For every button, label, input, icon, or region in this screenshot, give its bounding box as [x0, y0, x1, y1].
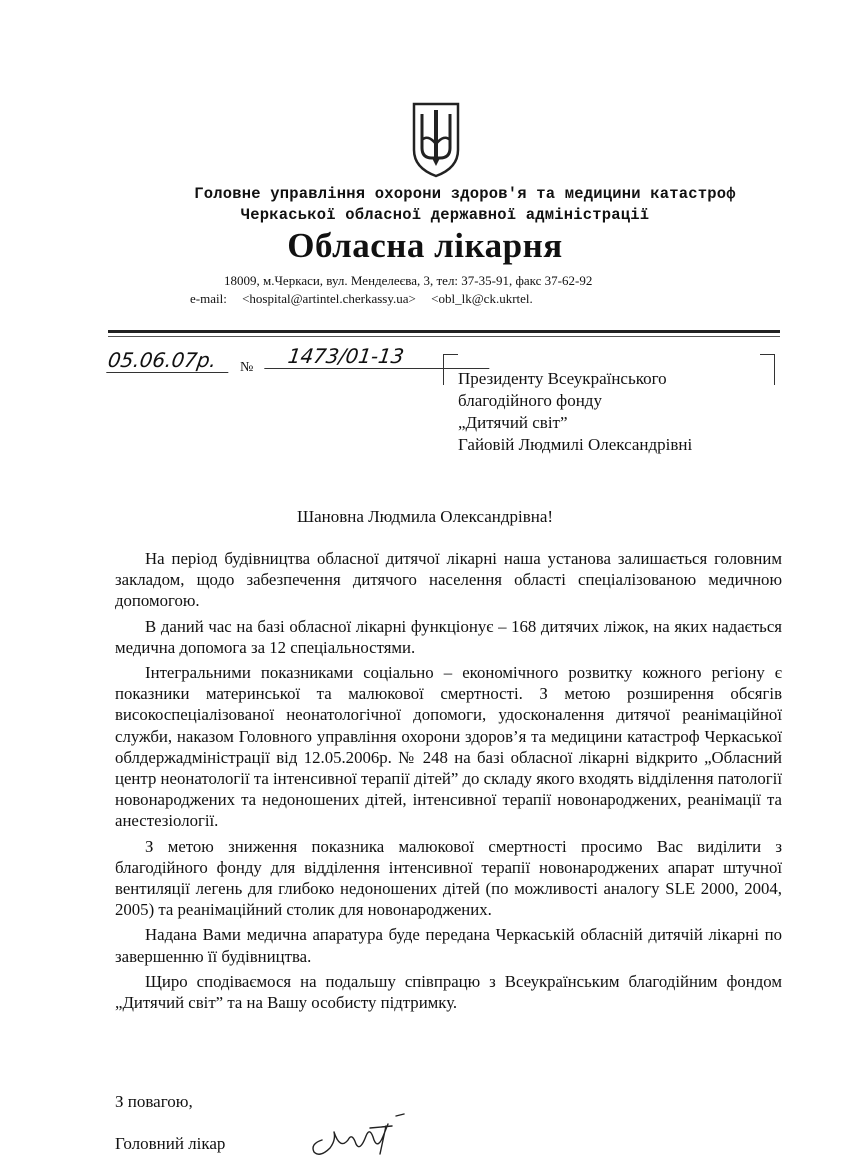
paragraph-3: Інтегральними показниками соціально – економічного розвитку кожного регіону є показники материнської та малюкової смертності. З метою розширення обсягів високоспеціалізованої неонатологічної допомоги, удосконалення дитячої реанімаційної служби, наказом Головного управління охорони здоров’я та медицини катастроф Черкаської облдержадміністрації від 12.05.2006р. № 248 на базі обласної лікарні відкрито „Обласний центр неонатології та інтенсивної терапії дітей” до складу якого входять відділення патології новонароджених та недоношених дітей, інтенсивної терапії новонароджених, реанімації та анестезіології. [115, 663, 782, 831]
paragraph-6: Щиро сподіваємося на подальшу співпрацю з Всеукраїнським благодійним фондом „Дитячий світ” та на Вашу особисту підтримку. [115, 971, 782, 1013]
email-hospital: <hospital@artintel.cherkassy.ua> [242, 291, 416, 306]
addressee-corner-left [443, 354, 458, 385]
header-rule-thin [108, 336, 780, 337]
org-name-line1: Головне управління охорони здоров'я та медицини катастроф [194, 185, 736, 203]
email-line [190, 291, 533, 307]
paragraph-4: З метою зниження показника малюкової смертності просимо Вас виділити з благодійного фонду для відділення інтенсивної терапії новонароджених апарат штучної вентиляції легень для глибоко недоношених дітей (по можливості аналогу SLE 2000, 2004, 2005) та реанімаційний столик для новонароджених. [115, 836, 782, 920]
addressee-line3: „Дитячий світ” [458, 413, 568, 432]
org-name-line2: Черкаської обласної державної адміністрації [240, 206, 650, 224]
addressee-block [458, 368, 692, 456]
paragraph-2: В даний час на базі обласної лікарні функціонує – 168 дитячих ліжок, на яких надається медична допомога за 12 спеціальностями. [115, 616, 782, 657]
addressee-line2: благодійного фонду [458, 391, 602, 410]
closing: З повагою, [115, 1092, 193, 1111]
trident-coat-of-arms-icon [410, 100, 462, 178]
reference-number-label: № [240, 360, 254, 375]
reference-number: 1473/01-13 [264, 344, 493, 369]
greeting: Шановна Людмила Олександрівна! [296, 507, 554, 526]
address-line: 18009, м.Черкаси, вул. Менделеєва, 3, тел: 37-35-91, факс 37-62-92 [224, 273, 593, 288]
reference-date: 05.06.07р. [106, 348, 232, 373]
signatory-position: Головний лікар [115, 1134, 226, 1153]
email-label: e-mail: [190, 291, 227, 306]
addressee-line4: Гайовій Людмилі Олександрівні [458, 435, 693, 454]
addressee-corner-right [760, 354, 775, 385]
addressee-line1: Президенту Всеукраїнського [458, 369, 667, 388]
paragraph-1: На період будівництва обласної дитячої лікарні наша установа залишається головним закладом, щодо забезпечення дитячого населення області спеціалізованою медичною допомогою. [115, 549, 782, 611]
paragraph-5: Надана Вами медична апаратура буде передана Черкаській обласній дитячій лікарні по завершенню її будівництва. [115, 925, 782, 966]
hospital-name: Обласна лікарня [287, 226, 563, 265]
letter-body [115, 548, 782, 1017]
signature [300, 1110, 420, 1162]
email-obl: <obl_lk@ck.ukrtel. [431, 291, 533, 306]
header-rule-thick [108, 330, 780, 333]
